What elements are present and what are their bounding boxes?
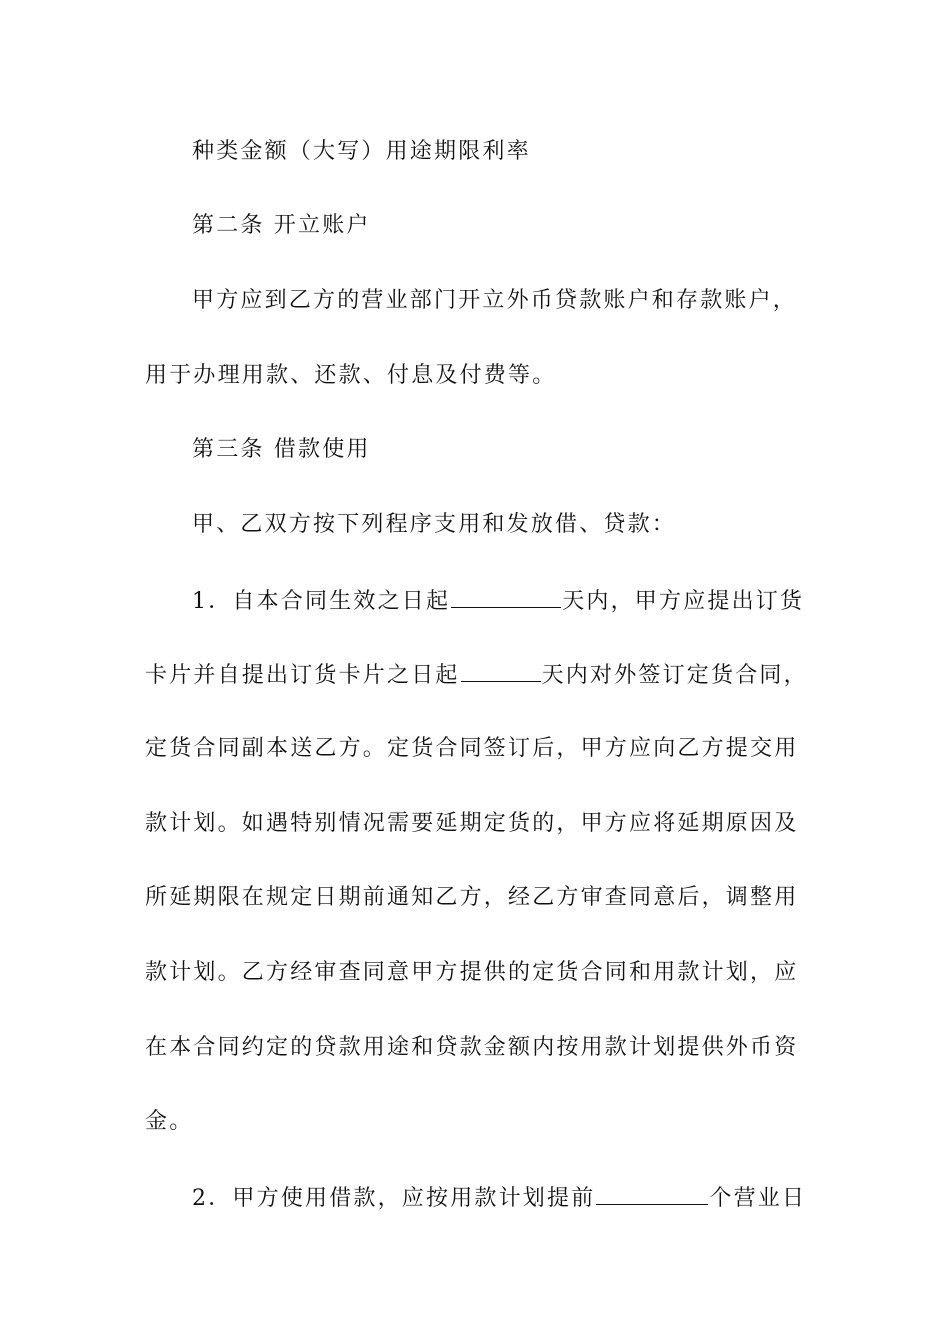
paragraph-line: 所延期限在规定日期前通知乙方，经乙方审查同意后，调整用: [145, 885, 799, 910]
paragraph-line: 款计划。如遇特别情况需要延期定货的，甲方应将延期原因及: [145, 811, 799, 836]
fill-in-blank: [596, 1182, 708, 1205]
paragraph-line: 用于办理用款、还款、付息及付费等。: [145, 363, 557, 388]
item-1-text-b: 天内，甲方应提出订货: [562, 589, 805, 614]
article-2-heading: 第二条 开立账户: [192, 213, 371, 238]
paragraph-line: 金。: [145, 1109, 194, 1134]
item-2-text-b: 个营业日: [709, 1186, 807, 1211]
paragraph-line: 甲、乙双方按下列程序支用和发放借、贷款：: [192, 512, 677, 537]
paragraph-line: 甲方应到乙方的营业部门开立外币贷款账户和存款账户，: [192, 288, 798, 313]
table-header-line: 种类金额（大写）用途期限利率: [192, 139, 531, 164]
item-2-line: [192, 1182, 815, 1214]
fill-in-blank: [461, 659, 541, 682]
fill-in-blank: [451, 585, 561, 608]
item-1-line: [192, 585, 815, 617]
item-1-text-a: 1．自本合同生效之日起: [192, 589, 451, 614]
item-1-cont-text-b: 天内对外签订定货合同，: [541, 663, 808, 688]
item-1-cont-text-a: 卡片并自提出订货卡片之日起: [145, 663, 460, 688]
article-3-heading: 第三条 借款使用: [192, 437, 371, 462]
paragraph-line: 定货合同副本送乙方。定货合同签订后，甲方应向乙方提交用: [145, 736, 799, 761]
item-1-continuation-line: [145, 659, 815, 691]
paragraph-line: 在本合同约定的贷款用途和贷款金额内按用款计划提供外币资: [145, 1035, 799, 1060]
paragraph-line: 款计划。乙方经审查同意甲方提供的定货合同和用款计划，应: [145, 960, 799, 985]
item-2-text-a: 2．甲方使用借款，应按用款计划提前: [192, 1186, 596, 1211]
